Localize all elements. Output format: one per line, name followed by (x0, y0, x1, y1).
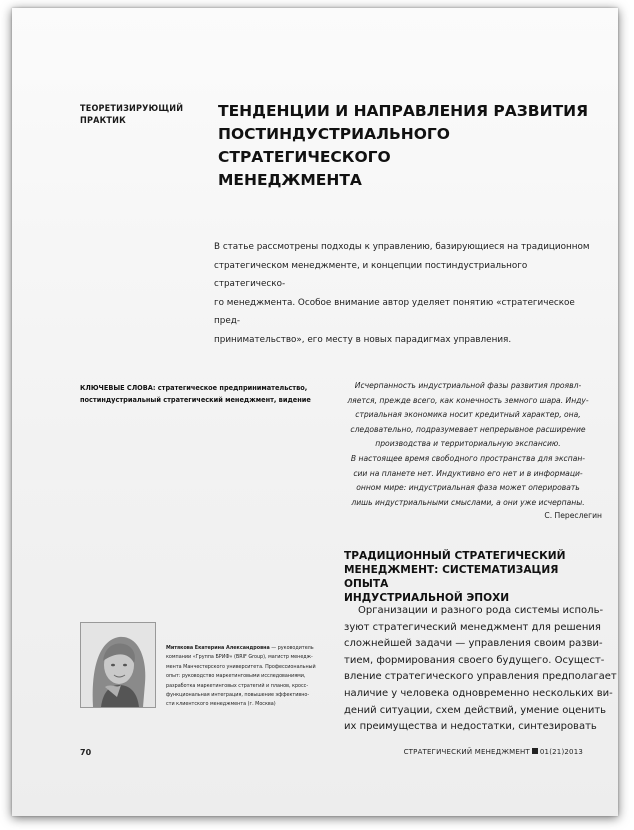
epigraph-line: В настоящее время свободного пространства для экспан- (350, 453, 586, 463)
heading-line: ИНДУСТРИАЛЬНОЙ ЭПОХИ (344, 592, 510, 604)
author-photo (80, 622, 156, 708)
abstract-line: В статье рассмотрены подходы к управлению, базирующиеся на традиционном (214, 242, 590, 252)
body-line: дений ситуации, схем действий, умение оценить (344, 704, 607, 716)
magazine-page (12, 8, 618, 816)
article-abstract (214, 238, 599, 350)
epigraph-line: лишь индустриальными смыслами, а они уже исчерпаны. (351, 497, 585, 507)
keywords-label: КЛЮЧЕВЫЕ СЛОВА: (80, 383, 156, 392)
journal-name: СТРАТЕГИЧЕСКИЙ МЕНЕДЖМЕНТ (403, 748, 530, 756)
author-bio-line: мента Манчестерского университета. Профессиональный (166, 663, 316, 670)
epigraph-line: производства и территориальную экспансию. (375, 439, 561, 449)
body-line: сложнейшей задачи — управления своим разви- (344, 638, 603, 650)
heading-line: ТРАДИЦИОННЫЙ СТРАТЕГИЧЕСКИЙ (344, 550, 566, 562)
title-line: МЕНЕДЖМЕНТА (218, 171, 362, 189)
epigraph-author: С. Переслегин (544, 511, 602, 520)
author-bio-line: — руководитель (269, 645, 314, 651)
author-portrait-image (81, 623, 155, 707)
author-bio-line: компании «Группа БРИФ» (BRIF Group), магистр менедж- (166, 654, 313, 661)
abstract-line: принимательство», его месту в новых парадигмах управления. (214, 334, 512, 345)
rubric-label (80, 103, 190, 127)
author-bio-line: разработка маркетинговых стратегий и планов, кросс- (166, 682, 309, 689)
journal-issue: 01(21)2013 (539, 748, 583, 756)
square-icon (532, 748, 538, 754)
epigraph-line: ляется, прежде всего, как конечность земного шара. Инду- (347, 395, 589, 405)
author-bio-line: опыт: руководство маркетинговыми исследованиями, (166, 673, 306, 680)
body-line: Организации и разного рода системы исполь- (358, 605, 604, 616)
author-bio-line: функциональная интеграция, повышение эффективно- (166, 692, 310, 699)
page-number: 70 (80, 748, 92, 757)
keywords-line: постиндустриальный стратегический менеджмент, видение (80, 394, 311, 404)
body-line: вление стратегического управления предполагает (344, 671, 617, 683)
epigraph-line: сии на планете нет. Индуктивно его нет и в информаци- (353, 468, 583, 478)
keywords-block (80, 382, 320, 405)
journal-footer (404, 748, 583, 756)
epigraph (334, 379, 602, 510)
epigraph-line: стриальная экономика носит кредитный характер, она, (355, 410, 581, 420)
body-line: зуют стратегический менеджмент для решения (344, 621, 601, 633)
rubric-line: ПРАКТИК (80, 116, 126, 126)
rubric-line: ТЕОРЕТИЗИРУЮЩИЙ (80, 104, 184, 114)
epigraph-line: следовательно, подразумевает непрерывное расширение (350, 424, 586, 434)
section-heading (344, 549, 594, 605)
heading-line: МЕНЕДЖМЕНТ: СИСТЕМАТИЗАЦИЯ ОПЫТА (344, 564, 559, 590)
author-bio-line: сти клиентского менеджмента (г. Москва) (166, 701, 276, 708)
body-line: тием, формирования своего будущего. Осущест- (344, 654, 605, 666)
author-name: Митякова Екатерина Александровна (166, 645, 270, 651)
abstract-line: стратегическом менеджменте, и концепции постиндустриального стратегическо- (214, 260, 528, 290)
title-line: ТЕНДЕНЦИИ И НАПРАВЛЕНИЯ РАЗВИТИЯ (218, 102, 589, 120)
body-line: наличие у человека одновременно нескольких ви- (344, 687, 613, 699)
article-title (218, 100, 598, 192)
body-text (344, 603, 617, 736)
abstract-line: го менеджмента. Особое внимание автор уделяет понятию «стратегическое пред- (214, 297, 575, 327)
author-bio (166, 644, 336, 710)
keywords-line: стратегическое предпринимательство, (157, 383, 308, 392)
epigraph-line: Исчерпанность индустриальной фазы развития проявл- (354, 381, 582, 390)
body-line: их преимущества и недостатки, синтезировать (344, 721, 597, 733)
title-line: ПОСТИНДУСТРИАЛЬНОГО СТРАТЕГИЧЕСКОГО (218, 125, 450, 166)
epigraph-line: онном мире: индустриальная фаза может оперировать (356, 483, 580, 493)
